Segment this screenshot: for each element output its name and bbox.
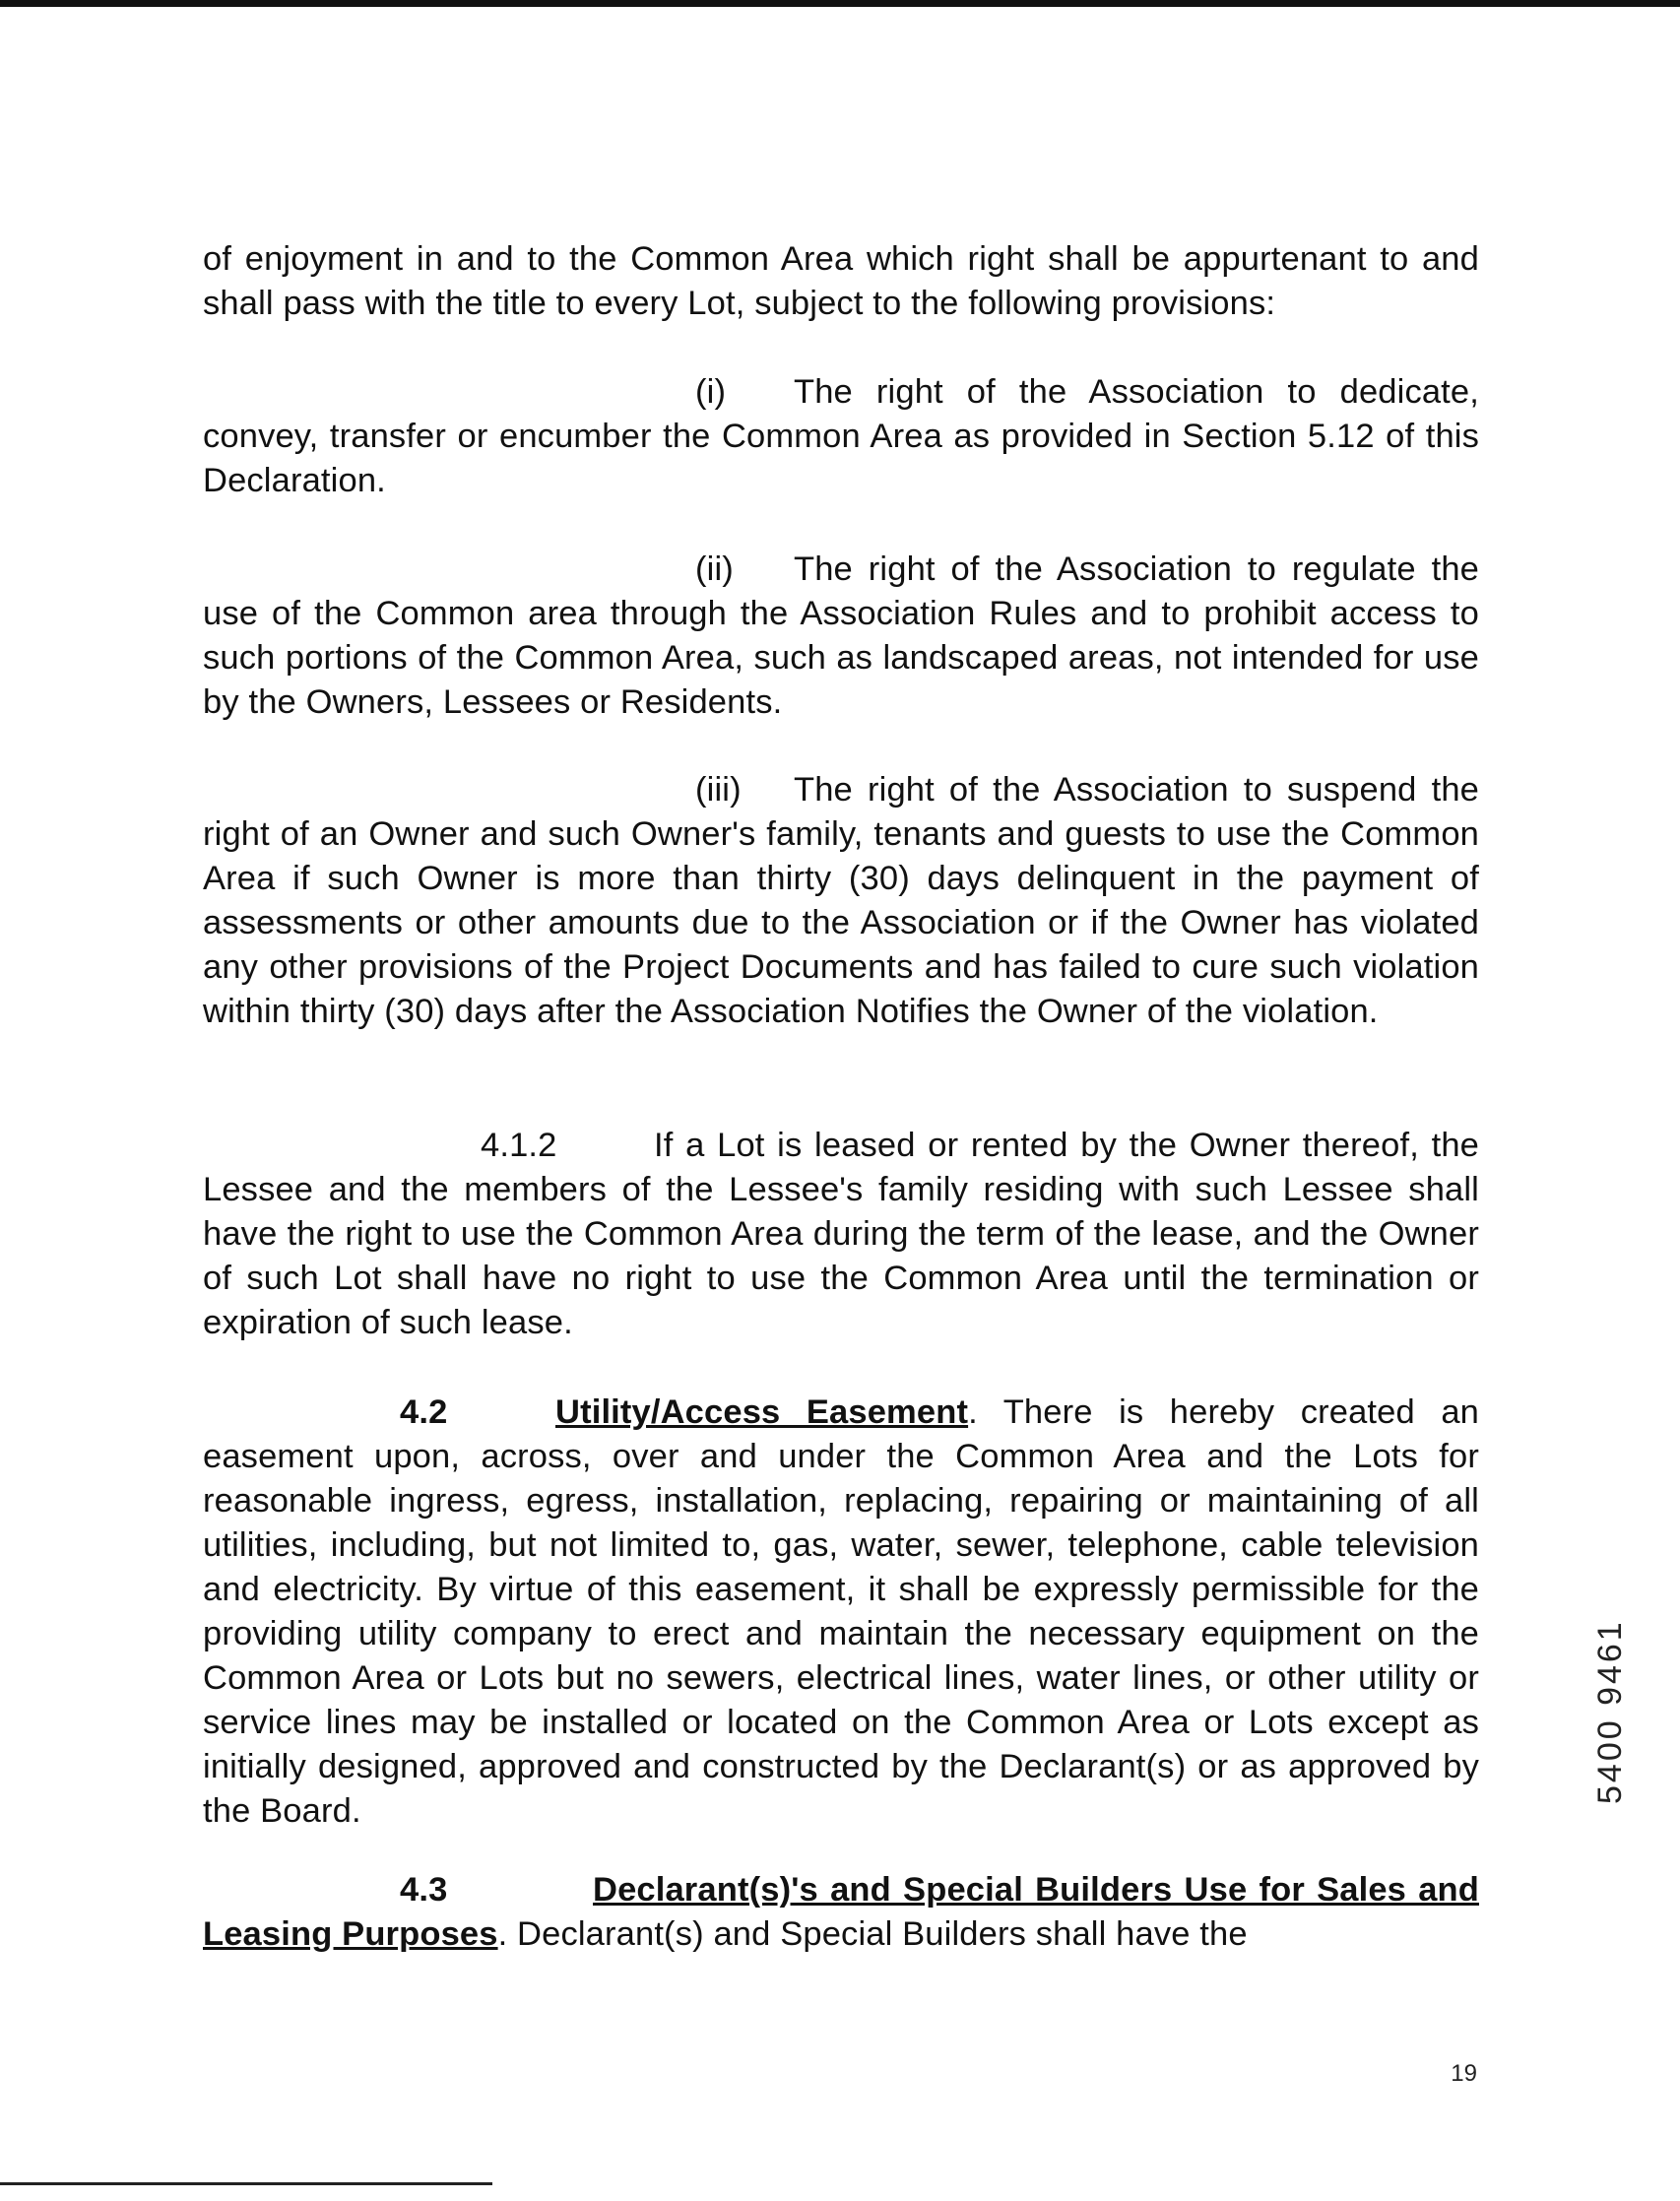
provision-iii-text: The right of the Association to suspend the right of an Owner and such Owner's family, tenants and guests to use the Common Area if such Owner is more than thirty (30) days delinquent in the payment of assessments or other amounts due to the Association or if the Owner has violated any other provisions of the Project Documents and has failed to cure such violation within thirty (30) days after the Association Notifies the Owner of the violation.: [203, 771, 1479, 1030]
provision-ii: [203, 548, 1479, 725]
section-4-2-number: 4.2: [400, 1393, 448, 1431]
top-scan-border: [0, 0, 1680, 7]
provision-ii-text: The right of the Association to regulate the use of the Common area through the Association Rules and to prohibit access to such portions of the Common Area, such as landscaped areas, not intended for use by the Owners, Lessees or Residents.: [203, 550, 1479, 721]
section-4-3: [203, 1868, 1479, 1957]
section-4-3-heading: Declarant(s)'s and Special Builders Use for Sales and Leasing Purposes: [203, 1871, 1479, 1953]
page-number: 19: [1451, 2060, 1477, 2087]
provision-iii: [203, 768, 1479, 1034]
provision-i-marker: (i): [695, 373, 727, 411]
margin-recording-number: 5400 9461: [1591, 1619, 1629, 1804]
section-4-1-2: [203, 1124, 1479, 1345]
section-4-1-2-number: 4.1.2: [481, 1127, 557, 1164]
section-4-3-text: . Declarant(s) and Special Builders shall have the: [497, 1915, 1248, 1953]
section-4-2-heading: Utility/Access Easement: [555, 1393, 969, 1431]
provision-iii-marker: (iii): [695, 771, 742, 809]
page-body: [203, 237, 1479, 326]
intro-paragraph: of enjoyment in and to the Common Area which right shall be appurtenant to and shall pass with the title to every Lot, subject to the following provisions:: [203, 240, 1479, 322]
section-4-2-text: . There is hereby created an easement upon, across, over and under the Common Area and the Lots for reasonable ingress, egress, installation, replacing, repairing or maintaining of all utilities, including, but not limited to, gas, water, sewer, telephone, cable television and electricity. By virtue of this easement, it shall be expressly permissible for the providing utility company to erect and maintain the necessary equipment on the Common Area or Lots but no sewers, electrical lines, water lines, or other utility or service lines may be installed or located on the Common Area or Lots except as initially designed, approved and constructed by the Declarant(s) or as approved by the Board.: [203, 1393, 1479, 1830]
bottom-scan-border: [0, 2182, 492, 2185]
section-4-1-2-text: If a Lot is leased or rented by the Owner thereof, the Lessee and the members of the Lessee's family residing with such Lessee shall have the right to use the Common Area during the term of the lease, and the Owner of such Lot shall have no right to use the Common Area until the termination or expiration of such lease.: [203, 1127, 1479, 1341]
section-4-3-number: 4.3: [400, 1871, 448, 1909]
section-4-2: [203, 1391, 1479, 1834]
provision-i-text: The right of the Association to dedicate, convey, transfer or encumber the Common Area as provided in Section 5.12 of this Declaration.: [203, 373, 1479, 499]
provision-i: [203, 370, 1479, 503]
provision-ii-marker: (ii): [695, 550, 734, 588]
